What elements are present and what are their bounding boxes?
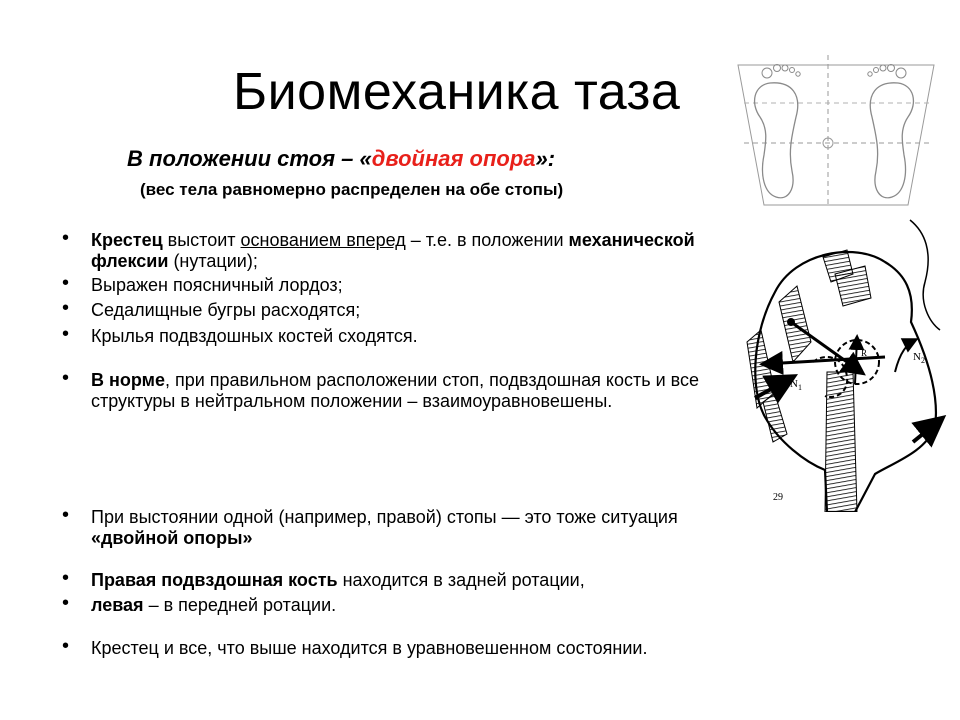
bullet-icon: • [62,323,70,345]
bullet-text: Крылья подвздошных костей сходятся. [91,326,418,346]
bullet-text: Правая подвздошная кость находится в задней ротации, [91,570,585,590]
bullet-text: Седалищные бугры расходятся; [91,300,361,320]
bullet-text: левая – в передней ротации. [91,595,337,615]
bullet-icon: • [62,592,70,614]
subtitle-suffix: »: [535,146,556,171]
bullet-icon: • [62,567,70,589]
bullet-icon: • [62,272,70,294]
bullet-icon: • [62,367,70,389]
slide-title: Биомеханика таза [233,63,681,121]
label-n1: $N_1$ [790,378,802,392]
pelvis-diagram [735,212,950,512]
bullet-icon: • [62,504,70,526]
footprint-diagram [730,55,942,207]
figure-page-number: 29 [773,492,783,503]
bullet-text: При выстоянии одной (например, правой) стопы — это тоже ситуация «двойной опоры» [91,507,678,548]
label-r: R [861,348,868,358]
bullet-text: В норме, при правильном расположении стоп, подвздошная кость и все структуры в нейтральном положении – взаимоуравновешены. [91,370,700,411]
slide-subtitle [127,146,555,172]
subtitle-highlight: двойная опора [371,146,536,171]
bullet-icon: • [62,227,70,249]
subtitle-prefix: В положении стоя – « [127,146,372,171]
bullet-text: Крестец и все, что выше находится в уравновешенном состоянии. [91,638,648,658]
bullet-text: Выражен поясничный лордоз; [91,275,343,295]
label-n2: $N_2$ [913,351,925,365]
bullet-icon: • [62,297,70,319]
bullet-icon: • [62,635,70,657]
bullet-text: Крестец выстоит основанием вперед – т.е. в положении механической флексии (нутации); [91,230,695,271]
slide-note: (вес тела равномерно распределен на обе стопы) [140,180,564,199]
